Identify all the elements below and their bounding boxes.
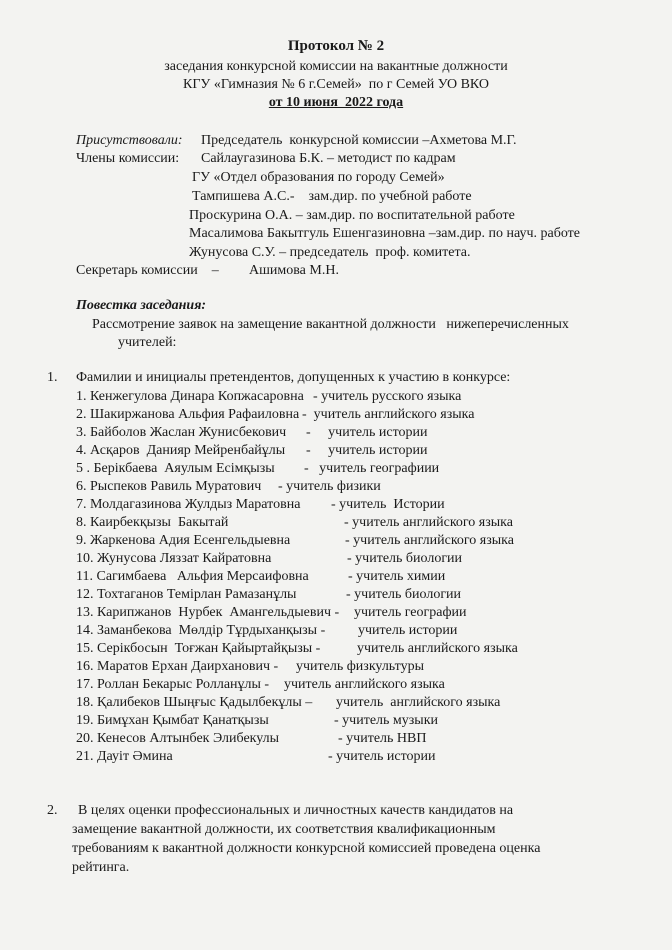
candidate-position: учитель географии (354, 605, 467, 620)
candidate-position: - учитель биологии (347, 551, 463, 566)
candidate-name: 17. Роллан Бекарыс Ролланұлы - (76, 677, 270, 692)
candidate-name: 8. Каирбекқызы Бакытай (76, 515, 229, 530)
candidate-position: - учитель физики (278, 479, 381, 494)
section-2-line: требованиям к вакантной должности конкурсной комиссией проведена оценка (72, 841, 541, 856)
candidate-name: 16. Маратов Ерхан Даирханович - (76, 659, 279, 674)
candidate-name: 1. Кенжегулова Динара Копжасаровна (76, 389, 304, 404)
candidate-position: - учитель биологии (346, 587, 462, 602)
candidate-name: 18. Қалибеков Шыңғыс Қадылбекұлы – (76, 695, 313, 710)
candidate-position: - учитель музыки (334, 713, 438, 728)
candidate-position: учитель английского языка (284, 677, 445, 692)
candidate-name: 14. Заманбекова Мөлдір Тұрдыханқызы - (76, 623, 326, 638)
candidate-name: 20. Кенесов Алтынбек Элибекулы (76, 731, 280, 746)
candidate-name: 10. Жунусова Ляззат Кайратовна (76, 551, 272, 566)
candidate-name: 2. Шакиржанова Альфия Рафаиловна (76, 407, 300, 422)
candidate-name: 3. Байболов Жаслан Жунисбекович (76, 425, 287, 440)
member-line: Масалимова Бакытгуль Ешенгазиновна –зам.дир. по науч. работе (189, 226, 580, 241)
header-line-2: КГУ «Гимназия № 6 г.Семей» по г Семей УО ВКО (182, 77, 490, 92)
candidate-name: 13. Карипжанов Нурбек Амангельдыевич - (76, 605, 340, 620)
section-2-line: В целях оценки профессиональных и личностных качеств кандидатов на (78, 803, 514, 818)
chair-text: Председатель конкурсной комиссии –Ахметова М.Г. (201, 133, 517, 148)
candidate-position: учитель физкультуры (296, 659, 424, 674)
section-2-line: рейтинга. (72, 860, 130, 875)
candidate-name: 12. Тохтаганов Темірлан Рамазанұлы (76, 587, 297, 602)
candidate-position: - учитель химии (348, 569, 446, 584)
candidate-position: учитель истории (358, 623, 458, 638)
candidate-position: - учитель НВП (338, 731, 427, 746)
secretary-label: Секретарь комиссии – (76, 263, 219, 278)
secretary-name: Ашимова М.Н. (249, 263, 339, 278)
candidate-name: 7. Молдагазинова Жулдыз Маратовна (76, 497, 301, 512)
document-date: от 10 июня 2022 года (268, 95, 404, 110)
candidate-position: учитель английского языка (357, 641, 518, 656)
candidate-position: - учитель истории (306, 425, 428, 440)
candidate-name: 11. Сагимбаева Альфия Мерсаифовна (76, 569, 309, 584)
agenda-text: учителей: (118, 335, 177, 350)
candidate-position: - учитель географиии (304, 461, 440, 476)
candidate-position: учитель английского языка (336, 695, 501, 710)
member-line: Тампишева А.С.- зам.дир. по учебной работе (192, 189, 472, 204)
header-line-1: заседания конкурсной комиссии на вакантные должности (164, 59, 508, 74)
candidate-position: - учитель истории (328, 749, 436, 764)
document-title: Протокол № 2 (287, 38, 385, 54)
members-label: Члены комиссии: (76, 151, 180, 166)
section-2-number: 2. (47, 803, 58, 818)
candidate-name: 6. Рыспеков Равиль Муратович (76, 479, 262, 494)
section-2-line: замещение вакантной должности, их соответствия квалификационным (72, 822, 496, 837)
candidate-name: 19. Бимұхан Қымбат Қанатқызы (76, 713, 269, 728)
candidate-position: - учитель английского языка (302, 407, 475, 422)
present-label: Присутствовали: (76, 133, 183, 148)
candidate-position: - учитель английского языка (345, 533, 514, 548)
member-line: Проскурина О.А. – зам.дир. по воспитательной работе (189, 208, 515, 223)
candidate-position: - учитель Истории (331, 497, 445, 512)
section-1-heading: Фамилии и инициалы претендентов, допущенных к участию в конкурсе: (76, 370, 511, 385)
candidate-position: - учитель русского языка (313, 389, 462, 404)
agenda-label: Повестка заседания: (76, 298, 207, 313)
candidate-name: 5 . Берікбаева Аяулым Есімқызы (76, 461, 275, 476)
member-line: Жунусова С.У. – председатель проф. комитета. (189, 245, 471, 260)
member-line: ГУ «Отдел образования по городу Семей» (192, 170, 445, 185)
candidate-position: - учитель истории (306, 443, 428, 458)
member-line: Сайлаугазинова Б.К. – методист по кадрам (201, 151, 456, 166)
candidate-name: 21. Дауіт Әмина (76, 749, 173, 764)
candidate-position: - учитель английского языка (344, 515, 513, 530)
candidate-name: 9. Жаркенова Адия Есенгельдыевна (76, 533, 291, 548)
section-1-number: 1. (47, 370, 58, 385)
candidate-name: 15. Серікбосын Тоғжан Қайыртайқызы - (76, 641, 321, 656)
agenda-text: Рассмотрение заявок на замещение вакантной должности нижеперечисленных (92, 317, 569, 332)
candidate-name: 4. Асқаров Данияр Мейренбайұлы (76, 443, 286, 458)
